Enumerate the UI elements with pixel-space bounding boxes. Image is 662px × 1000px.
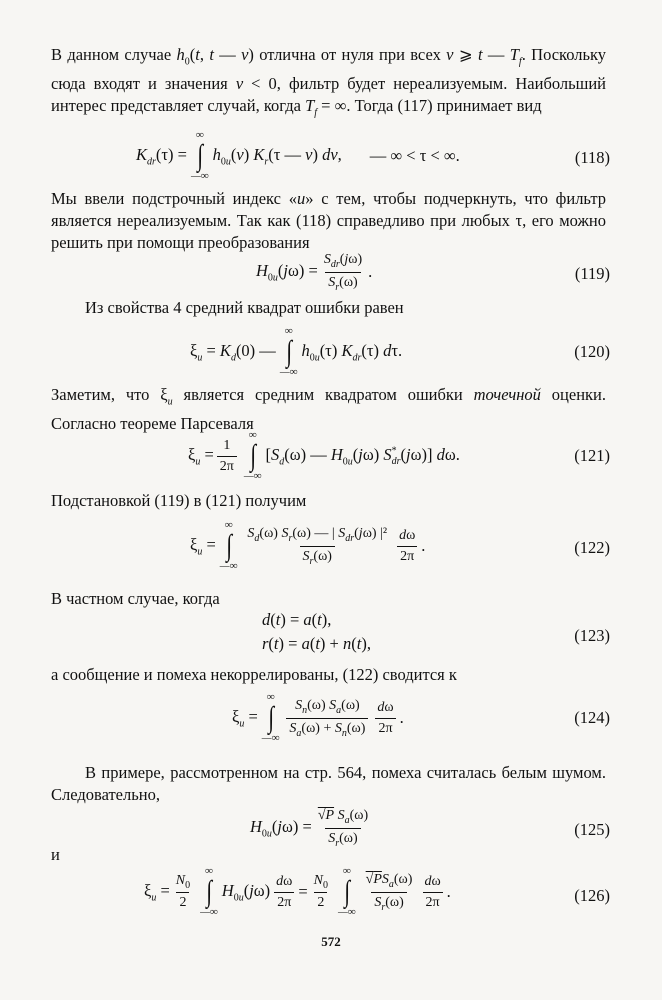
paragraph-6: В частном случае, когда xyxy=(51,589,220,608)
equation-number: (124) xyxy=(574,708,610,727)
equation-123 xyxy=(0,608,662,660)
equation-number: (122) xyxy=(574,538,610,557)
equation-120: $\xi_u = K_d(0)$ — ∞ ∫ —∞ $h_{0u}(\tau)$ $K_{dr}(\tau)$ dτ. (120) xyxy=(190,325,610,378)
paragraph-3: Из свойства 4 средний квадрат ошибки равен xyxy=(85,298,404,317)
equation-number: (126) xyxy=(574,886,610,905)
eq123-line-1: d(t) = a(t), xyxy=(262,610,332,629)
equation-124: $\xi_u$ = ∞ ∫ —∞ $\frac{S_n(\omega) S_a(\omega)}{S_a(\omega) + S_n(\omega)}$ $\frac{d\omega}{2\pi}$ . (124) xyxy=(232,691,610,744)
paragraph-2: Мы ввели подстрочный индекс «u» с тем, чтобы подчеркнуть, что фильтр является нереализуемым. Так как (118) справедливо при любых τ, его можно решить при помощи преобразования xyxy=(51,189,606,252)
page-number: 572 xyxy=(321,934,341,949)
equation-119: $H_{0u}(j\omega)$ = $\frac{S_{dr}(j\omega)}{S_r(\omega)}$ . (119) xyxy=(256,252,610,293)
equation-118: $K_{dr}(\tau)$ = ∞ ∫ —∞ $h_{0u}(v)$ $K_r(\tau$ — v) dv, — ∞ < τ < ∞. (118) xyxy=(136,129,610,182)
equation-number: (120) xyxy=(574,342,610,361)
equation-122: $\xi_u$ = ∞ ∫ —∞ $\frac{S_d(\omega) S_r(\omega) — | S_{dr}(j\omega) |^2}{S_r(\omega)}$ $\frac{d\omega}{2\pi}$ . (122) xyxy=(190,519,610,572)
equation-number: (123) xyxy=(574,626,610,645)
eq123-line-2: r(t) = a(t) + n(t), xyxy=(262,634,371,653)
paragraph-9: и xyxy=(51,845,60,864)
paragraph-8: В примере, рассмотренном на стр. 564, помеха считалась белым шумом. Следовательно, xyxy=(51,763,606,804)
paragraph-7: а сообщение и помеха некоррелированы, (122) сводится к xyxy=(51,665,457,684)
paragraph-4: Заметим, что $\xi_u$ является средним квадратом ошибки точечной оценки. Согласно теореме Парсеваля xyxy=(51,385,606,434)
equation-number: (118) xyxy=(574,148,610,167)
equation-number: (121) xyxy=(574,446,610,465)
equation-126: $\xi_u$ = $\frac{N_0}{2}$ ∞ ∫ —∞ $H_{0u}(j\omega)$ $\frac{d\omega}{2\pi}$ = $\frac{N_0}{2}$ ∞ ∫ —∞ $\frac{√PS_a(\omega)}{S_r(\omega)}$ $\frac{d\omega}{2\pi}$ . (126) xyxy=(144,865,610,918)
paragraph-5: Подстановкой (119) в (121) получим xyxy=(51,491,307,510)
equation-121: $\xi_u$ = $\frac{1}{2\pi}$ ∞ ∫ —∞ [$S_d(\omega)$ — $H_{0u}(j\omega)$ $S^*_{dr}(j\omega)$] dω. (121) xyxy=(188,429,610,482)
equation-125: $H_{0u}(j\omega)$ = $\frac{√P S_a(\omega)}{S_r(\omega)}$ (125) xyxy=(250,808,610,849)
equation-number: (125) xyxy=(574,820,610,839)
equation-number: (119) xyxy=(574,264,610,283)
integral-sign: ∞ ∫ —∞ xyxy=(190,129,209,182)
paragraph-1: В данном случае $h_0(t$, t — v) отлична от нуля при всех v ⩾ t — $T_f$. Поскольку сюда входят и значения v < 0, фильтр будет нереализуемым. Наибольший интерес представляет случай, когда $T_f$ = ∞. Тогда (117) принимает вид xyxy=(51,45,607,119)
